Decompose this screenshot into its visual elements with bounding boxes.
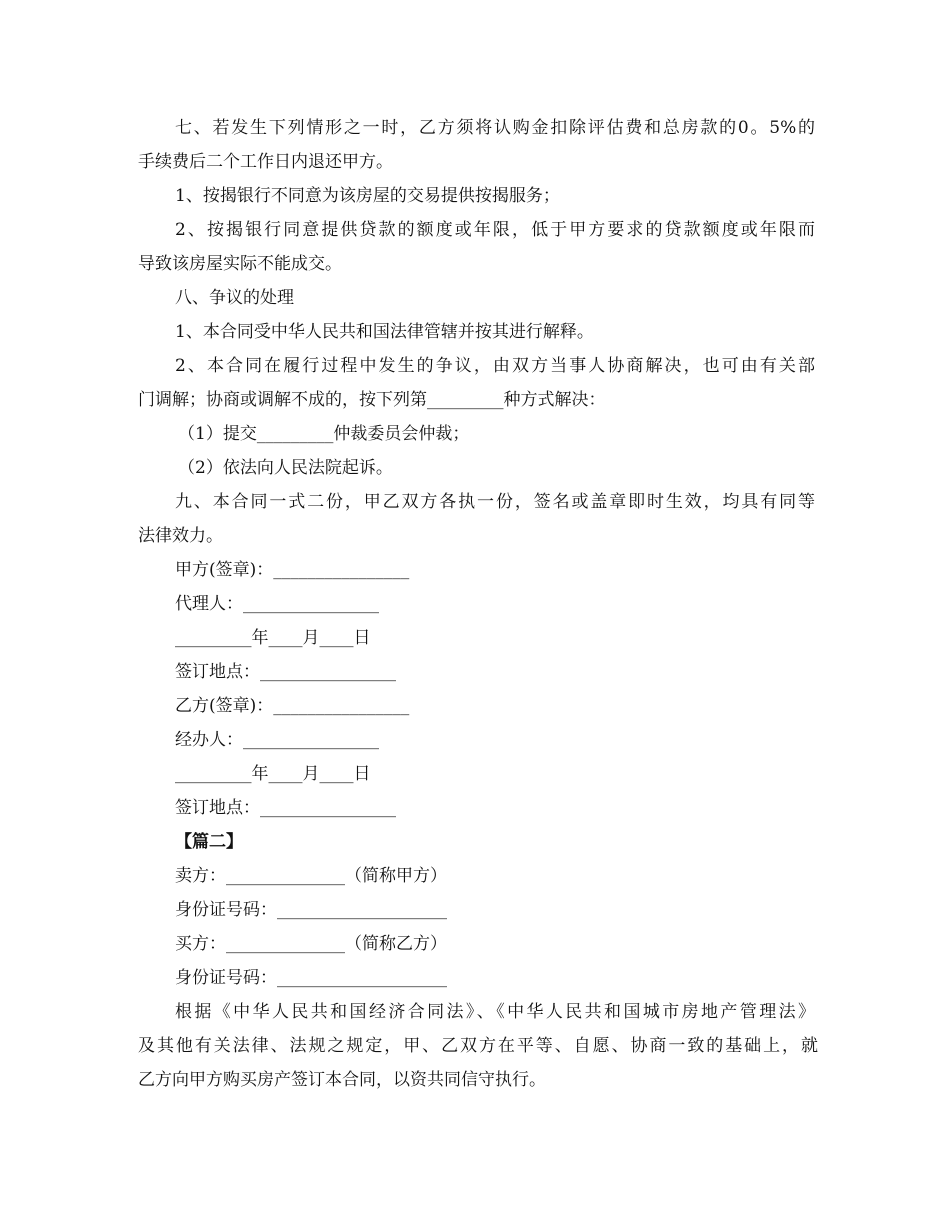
clause-7-line-1: 七、若发生下列情形之一时，乙方须将认购金扣除评估费和总房款的0。5%的	[175, 118, 815, 138]
party-a-location: 签订地点：________________	[175, 662, 396, 682]
option-2: （2）依法向人民法院起诉。	[178, 458, 393, 478]
clause-8-item-2-line-2: 门调解；协商或调解不成的，按下列第_________种方式解决：	[138, 390, 606, 410]
part-two-heading: 【篇二】	[175, 832, 243, 852]
clause-7-line-2: 手续费后二个工作日内退还甲方。	[138, 152, 393, 172]
party-b-signature: 乙方(签章)：________________	[175, 696, 410, 716]
party-a-signature: 甲方(签章)：________________	[175, 560, 410, 580]
clause-7-item-1: 1、按揭银行不同意为该房屋的交易提供按揭服务；	[175, 186, 560, 206]
party-b-location: 签订地点：________________	[175, 798, 396, 818]
section-8-heading: 八、争议的处理	[175, 288, 294, 308]
buyer-field: 买方：______________（简称乙方）	[175, 934, 447, 954]
clause-8-item-2-line-1: 2、本合同在履行过程中发生的争议，由双方当事人协商解决，也可由有关部	[175, 356, 815, 376]
preamble-line-1: 根据《中华人民共和国经济合同法》、《中华人民共和国城市房地产管理法》	[175, 1002, 815, 1022]
clause-8-item-1: 1、本合同受中华人民共和国法律管辖并按其进行解释。	[175, 322, 594, 342]
seller-field: 卖方：______________（简称甲方）	[175, 866, 447, 886]
option-1: （1）提交_________仲裁委员会仲裁；	[178, 424, 470, 444]
party-b-handler: 经办人：________________	[175, 730, 379, 750]
clause-9-line-1: 九、本合同一式二份，甲乙双方各执一份，签名或盖章即时生效，均具有同等	[175, 492, 815, 512]
party-a-agent: 代理人：________________	[175, 594, 379, 614]
clause-7-item-2-line-2: 导致该房屋实际不能成交。	[138, 254, 342, 274]
party-a-date: _________年____月____日	[175, 628, 371, 648]
preamble-line-3: 乙方向甲方购买房产签订本合同，以资共同信守执行。	[138, 1070, 546, 1090]
seller-id-field: 身份证号码：____________________	[175, 900, 447, 920]
party-b-date: _________年____月____日	[175, 764, 371, 784]
clause-7-item-2-line-1: 2、按揭银行同意提供贷款的额度或年限，低于甲方要求的贷款额度或年限而	[175, 220, 815, 240]
buyer-id-field: 身份证号码：____________________	[175, 968, 447, 988]
preamble-line-2: 及其他有关法律、法规之规定，甲、乙双方在平等、自愿、协商一致的基础上，就	[138, 1036, 818, 1056]
clause-9-line-2: 法律效力。	[138, 526, 223, 546]
